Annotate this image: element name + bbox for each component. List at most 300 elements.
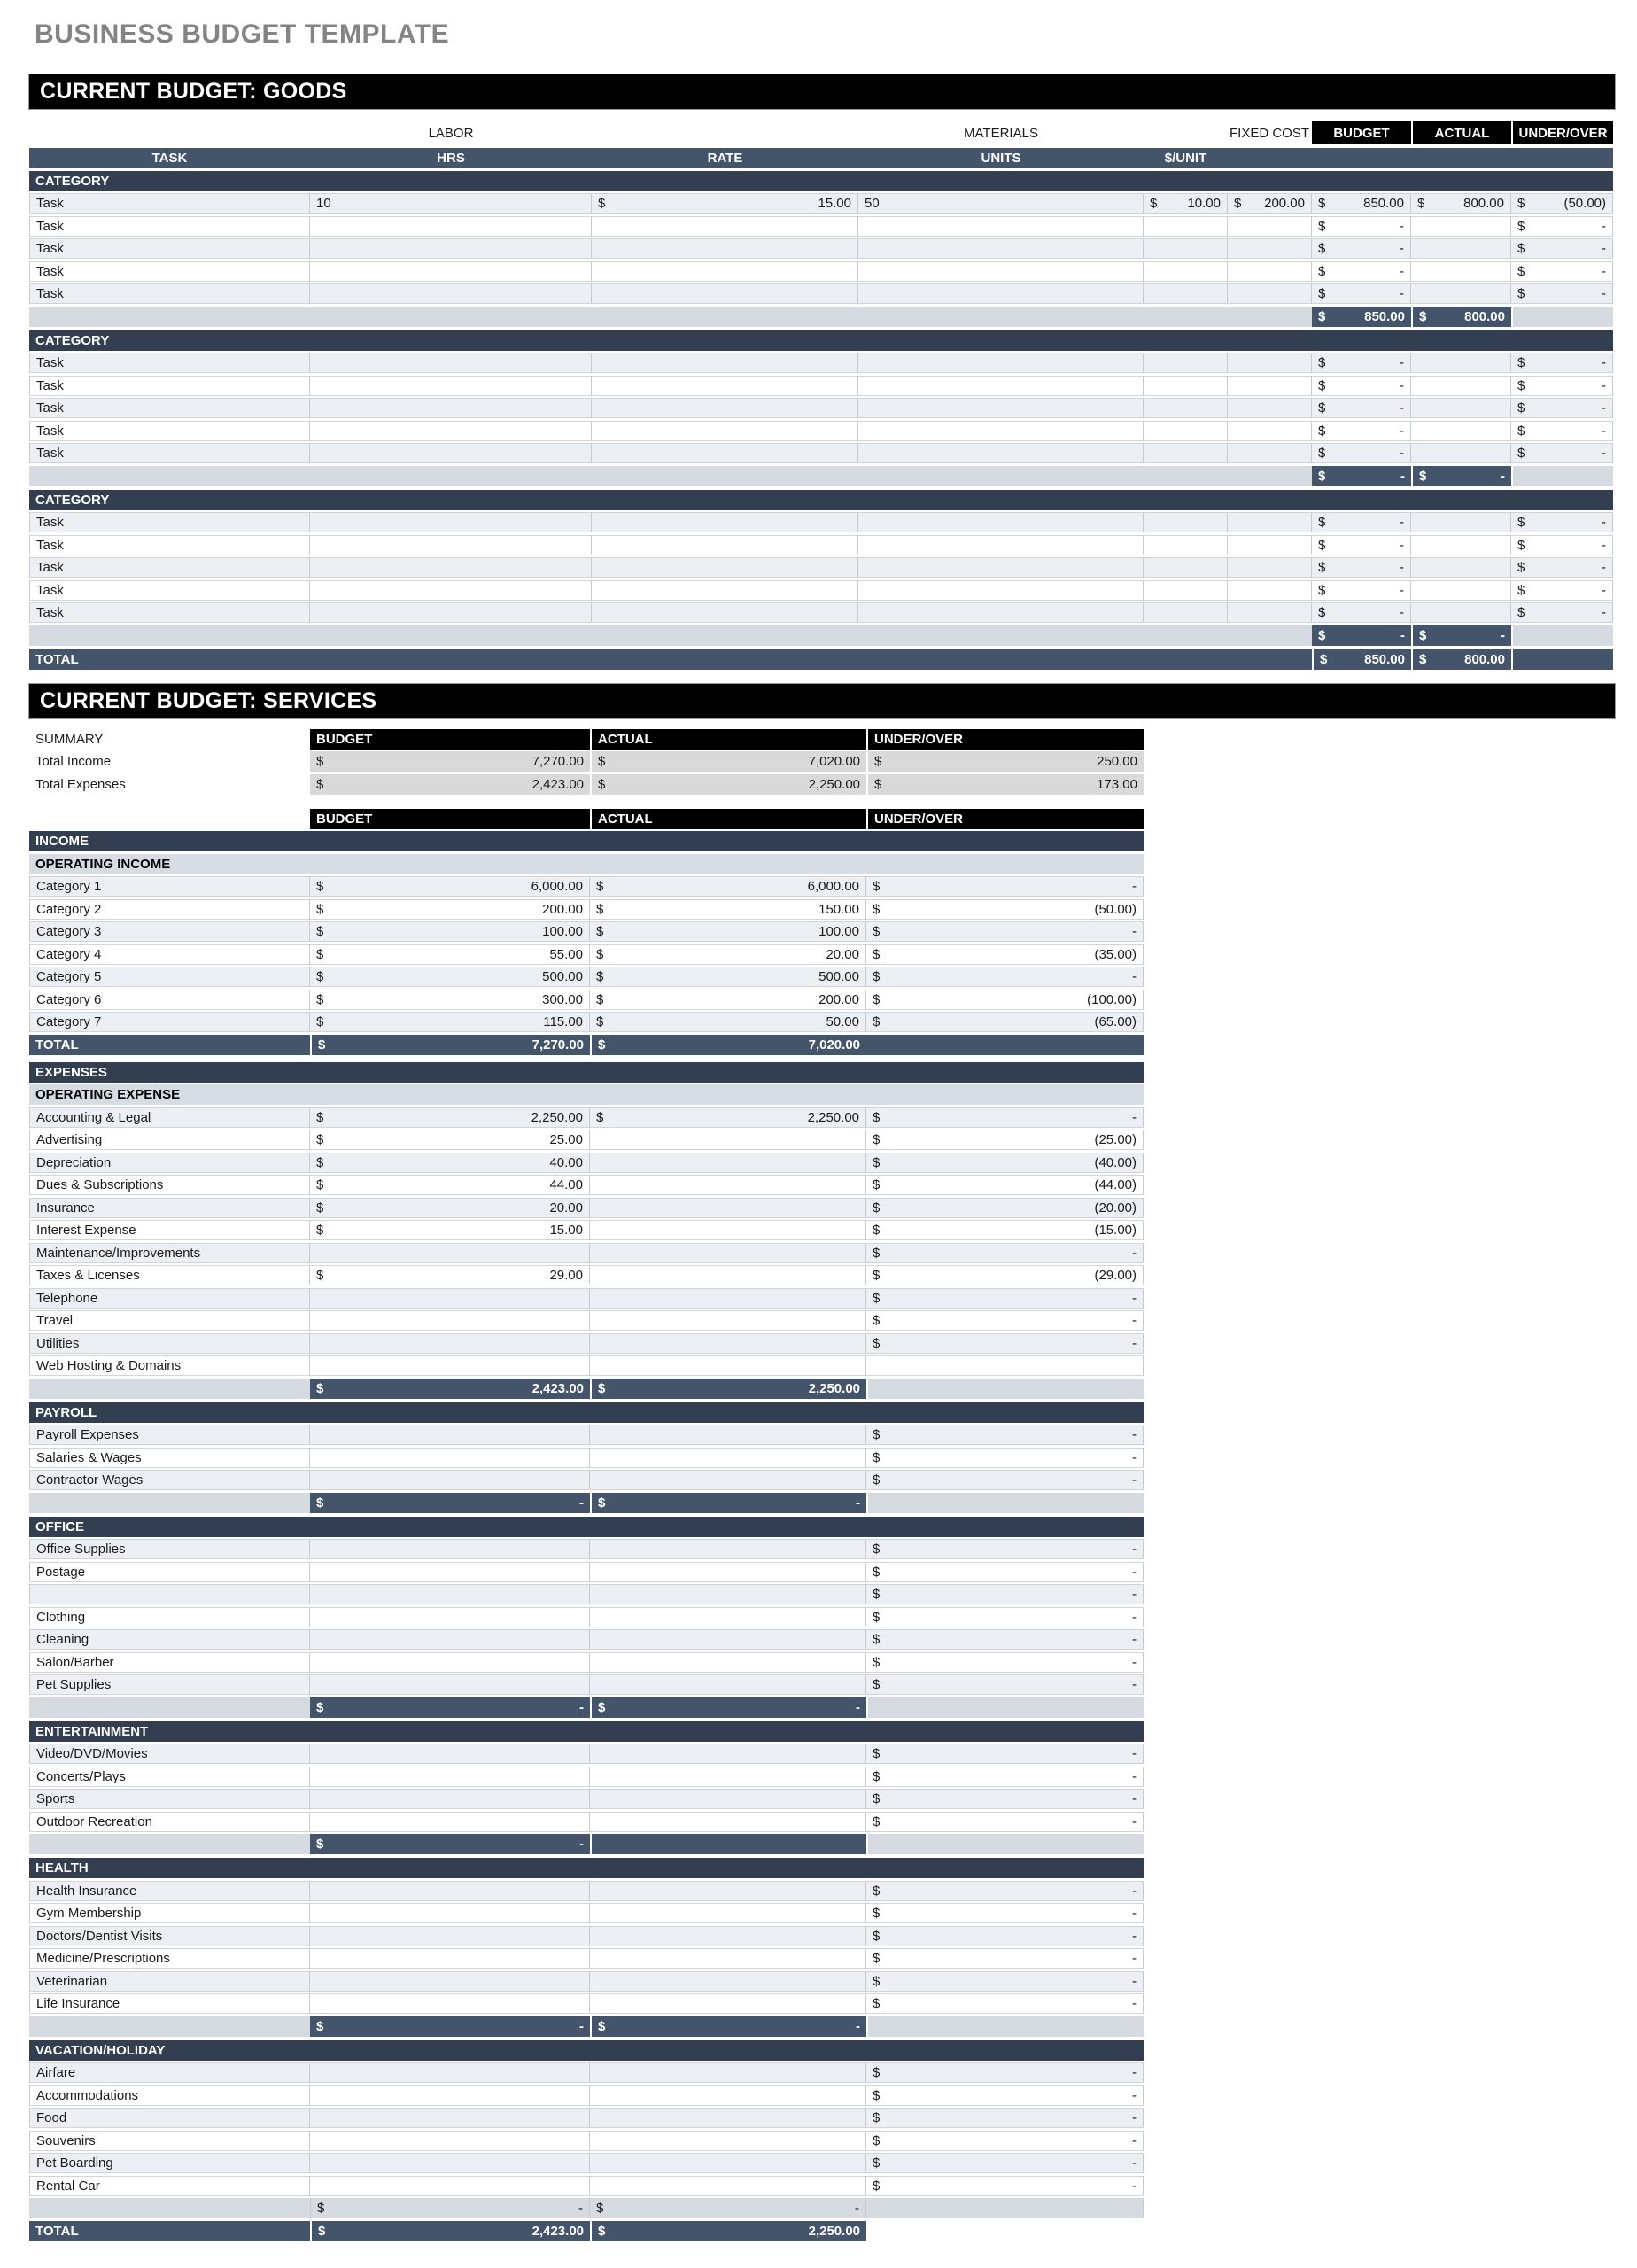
- fixed-cost-cell[interactable]: [1228, 216, 1312, 237]
- budget-cell[interactable]: [310, 1812, 590, 1832]
- rate-cell[interactable]: [592, 421, 858, 441]
- under-over-cell[interactable]: [866, 1652, 1144, 1673]
- budget-cell[interactable]: [310, 921, 590, 942]
- expense-label-cell[interactable]: Cleaning: [29, 1629, 310, 1650]
- unit-price-cell[interactable]: [1144, 216, 1228, 237]
- actual-cell[interactable]: [1411, 261, 1511, 282]
- budget-cell[interactable]: [310, 899, 590, 920]
- subtotal-budget-cell[interactable]: [310, 2198, 590, 2218]
- expense-label-cell[interactable]: Taxes & Licenses: [29, 1265, 310, 1285]
- fixed-cost-cell[interactable]: [1228, 193, 1312, 214]
- under-over-cell[interactable]: [1511, 284, 1613, 304]
- actual-cell[interactable]: [590, 1971, 866, 1992]
- fixed-cost-cell[interactable]: [1228, 376, 1312, 396]
- actual-cell[interactable]: [590, 2131, 866, 2151]
- actual-cell[interactable]: [590, 1425, 866, 1445]
- actual-cell[interactable]: [590, 1153, 866, 1173]
- under-over-cell[interactable]: [866, 1153, 1144, 1173]
- units-cell[interactable]: [858, 353, 1144, 373]
- actual-cell[interactable]: [1411, 602, 1511, 623]
- under-over-cell[interactable]: [866, 1310, 1144, 1331]
- budget-cell[interactable]: [310, 1926, 590, 1946]
- budget-cell[interactable]: [1312, 443, 1411, 463]
- subtotal-budget-cell[interactable]: [310, 1493, 590, 1513]
- actual-cell[interactable]: [1411, 443, 1511, 463]
- actual-cell[interactable]: [590, 1674, 866, 1695]
- budget-cell[interactable]: [1312, 421, 1411, 441]
- fixed-cost-cell[interactable]: [1228, 535, 1312, 555]
- under-over-cell[interactable]: [866, 2085, 1144, 2106]
- expense-label-cell[interactable]: Office Supplies: [29, 1539, 310, 1559]
- actual-cell[interactable]: [590, 2153, 866, 2173]
- expense-label-cell[interactable]: Pet Boarding: [29, 2153, 310, 2173]
- budget-cell[interactable]: [1312, 376, 1411, 396]
- unit-price-cell[interactable]: [1144, 535, 1228, 555]
- rate-cell[interactable]: [592, 376, 858, 396]
- actual-cell[interactable]: [1411, 421, 1511, 441]
- subtotal-actual-cell[interactable]: [1411, 466, 1511, 486]
- unit-price-cell[interactable]: [1144, 421, 1228, 441]
- budget-cell[interactable]: [1312, 580, 1411, 601]
- expense-label-cell[interactable]: Dues & Subscriptions: [29, 1175, 310, 1195]
- expense-label-cell[interactable]: Life Insurance: [29, 1993, 310, 2014]
- income-label-cell[interactable]: Category 4: [29, 944, 310, 965]
- under-over-cell[interactable]: [866, 1812, 1144, 1832]
- fixed-cost-cell[interactable]: [1228, 284, 1312, 304]
- budget-cell[interactable]: [1312, 261, 1411, 282]
- budget-cell[interactable]: [310, 1175, 590, 1195]
- under-over-cell[interactable]: [866, 1470, 1144, 1490]
- units-cell[interactable]: [858, 535, 1144, 555]
- budget-cell[interactable]: [310, 1539, 590, 1559]
- expense-label-cell[interactable]: Rental Car: [29, 2176, 310, 2196]
- budget-cell[interactable]: [310, 2062, 590, 2083]
- budget-cell[interactable]: [310, 1993, 590, 2014]
- grand-total-budget-cell[interactable]: [310, 2221, 590, 2241]
- expense-label-cell[interactable]: Travel: [29, 1310, 310, 1331]
- budget-cell[interactable]: [310, 1652, 590, 1673]
- subtotal-actual-cell[interactable]: [1411, 625, 1511, 646]
- actual-cell[interactable]: [590, 1903, 866, 1923]
- under-over-cell[interactable]: [866, 1265, 1144, 1285]
- task-cell[interactable]: Task: [29, 261, 310, 282]
- actual-cell[interactable]: [1411, 580, 1511, 601]
- income-label-cell[interactable]: Category 1: [29, 876, 310, 897]
- fixed-cost-cell[interactable]: [1228, 512, 1312, 532]
- subtotal-budget-cell[interactable]: [310, 1379, 590, 1399]
- under-over-cell[interactable]: [866, 1539, 1144, 1559]
- budget-cell[interactable]: [310, 1562, 590, 1582]
- units-cell[interactable]: [858, 376, 1144, 396]
- under-over-cell[interactable]: [866, 1881, 1144, 1901]
- actual-cell[interactable]: [590, 1130, 866, 1150]
- under-over-cell[interactable]: [866, 1220, 1144, 1240]
- under-over-cell[interactable]: [866, 1012, 1144, 1032]
- hrs-cell[interactable]: [310, 238, 592, 259]
- budget-cell[interactable]: [310, 2153, 590, 2173]
- under-over-cell[interactable]: [866, 1993, 1144, 2014]
- budget-cell[interactable]: [310, 1012, 590, 1032]
- units-cell[interactable]: [858, 261, 1144, 282]
- budget-cell[interactable]: [310, 1767, 590, 1787]
- under-over-cell[interactable]: [866, 2062, 1144, 2083]
- under-over-cell[interactable]: [1511, 421, 1613, 441]
- actual-cell[interactable]: [590, 1629, 866, 1650]
- rate-cell[interactable]: [592, 557, 858, 578]
- under-over-cell[interactable]: [1511, 602, 1613, 623]
- expense-label-cell[interactable]: Clothing: [29, 1607, 310, 1627]
- expense-label-cell[interactable]: Accommodations: [29, 2085, 310, 2106]
- task-cell[interactable]: Task: [29, 602, 310, 623]
- expense-label-cell[interactable]: Web Hosting & Domains: [29, 1355, 310, 1376]
- budget-cell[interactable]: [310, 1198, 590, 1218]
- budget-cell[interactable]: [310, 1333, 590, 1354]
- actual-cell[interactable]: [590, 1539, 866, 1559]
- units-cell[interactable]: [858, 284, 1144, 304]
- expense-label-cell[interactable]: Advertising: [29, 1130, 310, 1150]
- under-over-cell[interactable]: [866, 1674, 1144, 1695]
- health-band-label[interactable]: HEALTH: [29, 1858, 1144, 1878]
- unit-price-cell[interactable]: [1144, 353, 1228, 373]
- budget-cell[interactable]: [1312, 602, 1411, 623]
- rate-cell[interactable]: [592, 216, 858, 237]
- budget-cell[interactable]: [310, 1948, 590, 1969]
- budget-cell[interactable]: [310, 2108, 590, 2128]
- income-total-budget-cell[interactable]: [310, 1035, 590, 1055]
- hrs-cell[interactable]: [310, 443, 592, 463]
- category-band-label[interactable]: CATEGORY: [29, 171, 1613, 191]
- actual-cell[interactable]: [1411, 238, 1511, 259]
- category-band-label[interactable]: CATEGORY: [29, 490, 1613, 510]
- actual-cell[interactable]: [1411, 353, 1511, 373]
- under-over-cell[interactable]: [866, 1629, 1144, 1650]
- budget-cell[interactable]: [310, 1288, 590, 1309]
- budget-cell[interactable]: [310, 1584, 590, 1604]
- under-over-cell[interactable]: [866, 876, 1144, 897]
- units-cell[interactable]: [858, 602, 1144, 623]
- under-over-cell[interactable]: [1511, 398, 1613, 418]
- under-over-cell[interactable]: [866, 921, 1144, 942]
- actual-cell[interactable]: [590, 1012, 866, 1032]
- task-cell[interactable]: Task: [29, 557, 310, 578]
- under-over-cell[interactable]: [866, 1198, 1144, 1218]
- budget-cell[interactable]: [310, 1629, 590, 1650]
- income-total-actual-cell[interactable]: [590, 1035, 866, 1055]
- budget-cell[interactable]: [1312, 557, 1411, 578]
- units-cell[interactable]: [858, 443, 1144, 463]
- under-over-cell[interactable]: [866, 967, 1144, 987]
- fixed-cost-cell[interactable]: [1228, 398, 1312, 418]
- hrs-cell[interactable]: [310, 512, 592, 532]
- expense-label-cell[interactable]: Salaries & Wages: [29, 1448, 310, 1468]
- expense-label-cell[interactable]: Pet Supplies: [29, 1674, 310, 1695]
- task-cell[interactable]: Task: [29, 376, 310, 396]
- unit-price-cell[interactable]: [1144, 580, 1228, 601]
- actual-cell[interactable]: [590, 1993, 866, 2014]
- subtotal-actual-cell[interactable]: [590, 1493, 866, 1513]
- expense-label-cell[interactable]: Sports: [29, 1789, 310, 1809]
- under-over-cell[interactable]: [866, 1744, 1144, 1764]
- actual-cell[interactable]: [590, 1265, 866, 1285]
- summary-under-over-cell[interactable]: [866, 774, 1144, 795]
- under-over-cell[interactable]: [866, 1926, 1144, 1946]
- rate-cell[interactable]: [592, 193, 858, 214]
- budget-cell[interactable]: [310, 1130, 590, 1150]
- expense-label-cell[interactable]: Outdoor Recreation: [29, 1812, 310, 1832]
- actual-cell[interactable]: [590, 2085, 866, 2106]
- rate-cell[interactable]: [592, 353, 858, 373]
- expense-label-cell[interactable]: Utilities: [29, 1333, 310, 1354]
- unit-price-cell[interactable]: [1144, 284, 1228, 304]
- expense-label-cell[interactable]: Doctors/Dentist Visits: [29, 1926, 310, 1946]
- expense-label-cell[interactable]: Health Insurance: [29, 1881, 310, 1901]
- actual-cell[interactable]: [590, 2176, 866, 2196]
- actual-cell[interactable]: [590, 1310, 866, 1331]
- task-cell[interactable]: Task: [29, 193, 310, 214]
- expense-label-cell[interactable]: Postage: [29, 1562, 310, 1582]
- units-cell[interactable]: [858, 512, 1144, 532]
- actual-cell[interactable]: [590, 1448, 866, 1468]
- subtotal-actual-cell[interactable]: [590, 1834, 866, 1854]
- budget-cell[interactable]: [310, 1448, 590, 1468]
- under-over-cell[interactable]: [866, 1333, 1144, 1354]
- budget-cell[interactable]: [310, 1470, 590, 1490]
- task-cell[interactable]: Task: [29, 443, 310, 463]
- expense-label-cell[interactable]: Interest Expense: [29, 1220, 310, 1240]
- budget-cell[interactable]: [310, 1881, 590, 1901]
- expense-label-cell[interactable]: Accounting & Legal: [29, 1107, 310, 1128]
- under-over-cell[interactable]: [1511, 580, 1613, 601]
- under-over-cell[interactable]: [1511, 535, 1613, 555]
- under-over-cell[interactable]: [1511, 512, 1613, 532]
- fixed-cost-cell[interactable]: [1228, 557, 1312, 578]
- under-over-cell[interactable]: [866, 1355, 1144, 1376]
- subtotal-actual-cell[interactable]: [1411, 307, 1511, 327]
- rate-cell[interactable]: [592, 398, 858, 418]
- income-band-label[interactable]: INCOME: [29, 831, 1144, 851]
- actual-cell[interactable]: [590, 1220, 866, 1240]
- budget-cell[interactable]: [310, 876, 590, 897]
- hrs-cell[interactable]: [310, 376, 592, 396]
- actual-cell[interactable]: [590, 1881, 866, 1901]
- expense-label-cell[interactable]: Food: [29, 2108, 310, 2128]
- unit-price-cell[interactable]: [1144, 376, 1228, 396]
- actual-cell[interactable]: [590, 1355, 866, 1376]
- subtotal-budget-cell[interactable]: [1312, 307, 1411, 327]
- payroll-band-label[interactable]: PAYROLL: [29, 1402, 1144, 1423]
- under-over-cell[interactable]: [866, 1971, 1144, 1992]
- fixed-cost-cell[interactable]: [1228, 602, 1312, 623]
- actual-cell[interactable]: [1411, 284, 1511, 304]
- budget-cell[interactable]: [310, 2176, 590, 2196]
- hrs-cell[interactable]: [310, 602, 592, 623]
- rate-cell[interactable]: [592, 261, 858, 282]
- hrs-cell[interactable]: [310, 557, 592, 578]
- budget-cell[interactable]: [1312, 398, 1411, 418]
- under-over-cell[interactable]: [866, 1107, 1144, 1128]
- task-cell[interactable]: Task: [29, 353, 310, 373]
- expense-label-cell[interactable]: Depreciation: [29, 1153, 310, 1173]
- budget-cell[interactable]: [1312, 193, 1411, 214]
- hrs-cell[interactable]: [310, 216, 592, 237]
- expense-label-cell[interactable]: Telephone: [29, 1288, 310, 1309]
- expense-label-cell[interactable]: Payroll Expenses: [29, 1425, 310, 1445]
- income-label-cell[interactable]: Category 2: [29, 899, 310, 920]
- expense-label-cell[interactable]: Veterinarian: [29, 1971, 310, 1992]
- actual-cell[interactable]: [590, 1288, 866, 1309]
- unit-price-cell[interactable]: [1144, 512, 1228, 532]
- budget-cell[interactable]: [310, 1744, 590, 1764]
- units-cell[interactable]: [858, 557, 1144, 578]
- task-cell[interactable]: Task: [29, 535, 310, 555]
- fixed-cost-cell[interactable]: [1228, 443, 1312, 463]
- unit-price-cell[interactable]: [1144, 238, 1228, 259]
- actual-cell[interactable]: [590, 1607, 866, 1627]
- rate-cell[interactable]: [592, 443, 858, 463]
- expense-label-cell[interactable]: Concerts/Plays: [29, 1767, 310, 1787]
- budget-cell[interactable]: [310, 1674, 590, 1695]
- unit-price-cell[interactable]: [1144, 193, 1228, 214]
- grand-total-actual-cell[interactable]: [590, 2221, 866, 2241]
- budget-cell[interactable]: [310, 2131, 590, 2151]
- actual-cell[interactable]: [590, 1744, 866, 1764]
- unit-price-cell[interactable]: [1144, 602, 1228, 623]
- task-cell[interactable]: Task: [29, 284, 310, 304]
- expense-label-cell[interactable]: Salon/Barber: [29, 1652, 310, 1673]
- units-cell[interactable]: [858, 216, 1144, 237]
- actual-cell[interactable]: [590, 967, 866, 987]
- under-over-cell[interactable]: [866, 1425, 1144, 1445]
- actual-cell[interactable]: [590, 1652, 866, 1673]
- task-cell[interactable]: Task: [29, 398, 310, 418]
- hrs-cell[interactable]: [310, 353, 592, 373]
- actual-cell[interactable]: [590, 2108, 866, 2128]
- units-cell[interactable]: 50: [858, 193, 1144, 214]
- under-over-cell[interactable]: [866, 1948, 1144, 1969]
- actual-cell[interactable]: [590, 1243, 866, 1263]
- summary-under-over-cell[interactable]: [866, 751, 1144, 772]
- under-over-cell[interactable]: [866, 990, 1144, 1010]
- rate-cell[interactable]: [592, 284, 858, 304]
- rate-cell[interactable]: [592, 512, 858, 532]
- actual-cell[interactable]: [590, 1470, 866, 1490]
- actual-cell[interactable]: [1411, 512, 1511, 532]
- rate-cell[interactable]: [592, 535, 858, 555]
- hrs-cell[interactable]: [310, 284, 592, 304]
- unit-price-cell[interactable]: [1144, 443, 1228, 463]
- actual-cell[interactable]: [1411, 557, 1511, 578]
- budget-cell[interactable]: [1312, 216, 1411, 237]
- expense-label-cell[interactable]: Video/DVD/Movies: [29, 1744, 310, 1764]
- subtotal-actual-cell[interactable]: [590, 2016, 866, 2037]
- under-over-cell[interactable]: [866, 899, 1144, 920]
- actual-cell[interactable]: [590, 876, 866, 897]
- actual-cell[interactable]: [590, 1812, 866, 1832]
- actual-cell[interactable]: [590, 1175, 866, 1195]
- subtotal-actual-cell[interactable]: [590, 1379, 866, 1399]
- actual-cell[interactable]: [1411, 193, 1511, 214]
- hrs-cell[interactable]: [310, 580, 592, 601]
- actual-cell[interactable]: [590, 1926, 866, 1946]
- rate-cell[interactable]: [592, 238, 858, 259]
- budget-cell[interactable]: [310, 1355, 590, 1376]
- budget-cell[interactable]: [310, 1265, 590, 1285]
- actual-cell[interactable]: [590, 1767, 866, 1787]
- actual-cell[interactable]: [590, 1198, 866, 1218]
- budget-cell[interactable]: [310, 1243, 590, 1263]
- expense-label-cell[interactable]: Maintenance/Improvements: [29, 1243, 310, 1263]
- rate-cell[interactable]: [592, 602, 858, 623]
- actual-cell[interactable]: [590, 1562, 866, 1582]
- budget-cell[interactable]: [310, 1971, 590, 1992]
- under-over-cell[interactable]: [866, 1175, 1144, 1195]
- under-over-cell[interactable]: [866, 1288, 1144, 1309]
- expense-label-cell[interactable]: Gym Membership: [29, 1903, 310, 1923]
- subtotal-budget-cell[interactable]: [310, 2016, 590, 2037]
- actual-cell[interactable]: [590, 1107, 866, 1128]
- actual-cell[interactable]: [1411, 535, 1511, 555]
- subtotal-budget-cell[interactable]: [310, 1834, 590, 1854]
- task-cell[interactable]: Task: [29, 580, 310, 601]
- fixed-cost-cell[interactable]: [1228, 238, 1312, 259]
- actual-cell[interactable]: [590, 921, 866, 942]
- budget-cell[interactable]: [1312, 238, 1411, 259]
- budget-cell[interactable]: [310, 944, 590, 965]
- goods-total-budget-cell[interactable]: [1312, 649, 1411, 670]
- actual-cell[interactable]: [1411, 216, 1511, 237]
- task-cell[interactable]: Task: [29, 238, 310, 259]
- hrs-cell[interactable]: [310, 421, 592, 441]
- task-cell[interactable]: Task: [29, 216, 310, 237]
- expense-label-cell[interactable]: Insurance: [29, 1198, 310, 1218]
- budget-cell[interactable]: [310, 1903, 590, 1923]
- under-over-cell[interactable]: [1511, 557, 1613, 578]
- budget-cell[interactable]: [310, 1153, 590, 1173]
- entertainment-band-label[interactable]: ENTERTAINMENT: [29, 1721, 1144, 1742]
- budget-cell[interactable]: [1312, 353, 1411, 373]
- budget-cell[interactable]: [1312, 535, 1411, 555]
- fixed-cost-cell[interactable]: [1228, 580, 1312, 601]
- expense-label-cell[interactable]: Airfare: [29, 2062, 310, 2083]
- budget-cell[interactable]: [310, 1607, 590, 1627]
- income-label-cell[interactable]: Category 5: [29, 967, 310, 987]
- office-band-label[interactable]: OFFICE: [29, 1517, 1144, 1537]
- under-over-cell[interactable]: [1511, 261, 1613, 282]
- fixed-cost-cell[interactable]: [1228, 261, 1312, 282]
- budget-cell[interactable]: [1312, 512, 1411, 532]
- actual-cell[interactable]: [590, 1333, 866, 1354]
- summary-actual-cell[interactable]: [590, 774, 866, 795]
- income-label-cell[interactable]: Category 3: [29, 921, 310, 942]
- units-cell[interactable]: [858, 421, 1144, 441]
- budget-cell[interactable]: [310, 967, 590, 987]
- actual-cell[interactable]: [1411, 398, 1511, 418]
- budget-cell[interactable]: [310, 1310, 590, 1331]
- subtotal-actual-cell[interactable]: [590, 2198, 866, 2218]
- under-over-cell[interactable]: [1511, 193, 1613, 214]
- under-over-cell[interactable]: [866, 2176, 1144, 2196]
- under-over-cell[interactable]: [866, 1789, 1144, 1809]
- actual-cell[interactable]: [590, 1789, 866, 1809]
- subtotal-budget-cell[interactable]: [1312, 625, 1411, 646]
- units-cell[interactable]: [858, 580, 1144, 601]
- under-over-cell[interactable]: [1511, 376, 1613, 396]
- subtotal-budget-cell[interactable]: [310, 1697, 590, 1718]
- budget-cell[interactable]: [310, 2085, 590, 2106]
- actual-cell[interactable]: [590, 944, 866, 965]
- task-cell[interactable]: Task: [29, 421, 310, 441]
- actual-cell[interactable]: [1411, 376, 1511, 396]
